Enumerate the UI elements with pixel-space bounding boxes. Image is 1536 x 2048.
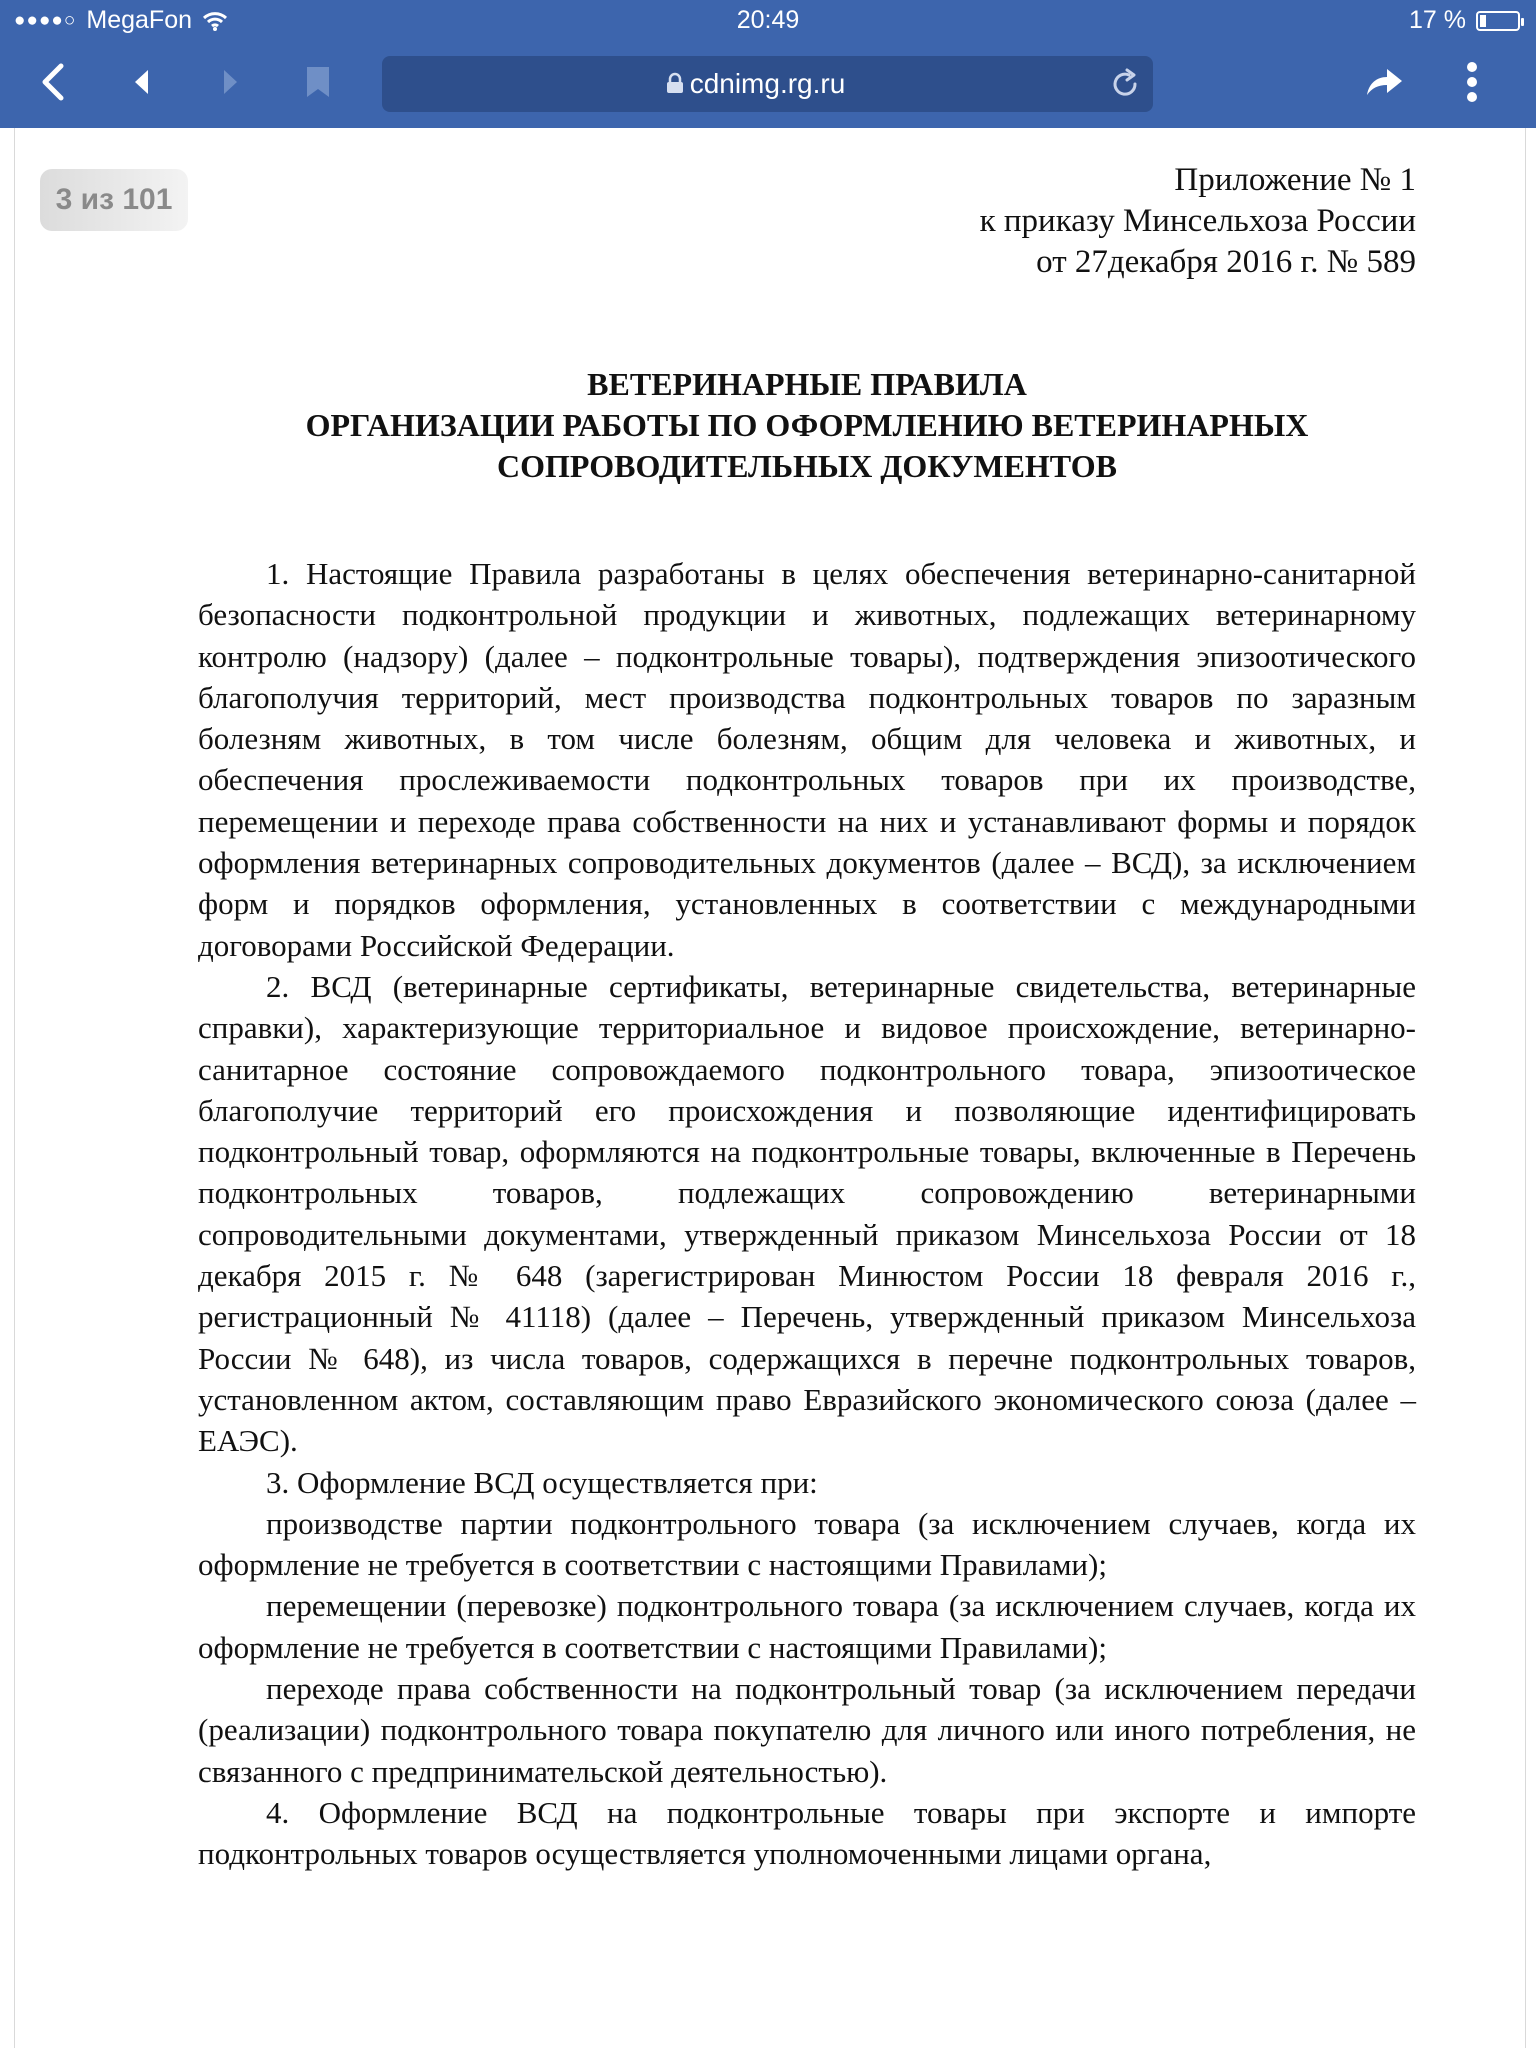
clock: 20:49: [736, 6, 800, 34]
carrier-name: MegaFon: [86, 6, 193, 34]
document-title: [198, 364, 1416, 487]
status-bar: [0, 0, 1536, 40]
paragraph: переходе права собственности на подконтрольный товар (за исключением передачи (реализации) подконтрольного товара покупателю для личного или иного потребления, не связанного с предпринимательской деятельностью).: [198, 1671, 1416, 1789]
paragraph: перемещении (перевозке) подконтрольного товара (за исключением случаев, когда их оформление не требуется в соответствии с настоящими Правилами);: [198, 1588, 1416, 1665]
next-page-button[interactable]: [200, 52, 260, 112]
title-line: СОПРОВОДИТЕЛЬНЫХ ДОКУМЕНТОВ: [497, 448, 1117, 484]
battery-icon: [1476, 11, 1520, 31]
battery-fill: [1480, 15, 1486, 27]
url-text: cdnimg.rg.ru: [689, 68, 846, 99]
paragraph: 2. ВСД (ветеринарные сертификаты, ветеринарные свидетельства, ветеринарные справки), характеризующие территориальное и видовое происхождение, ветеринарно-санитарное состояние сопровождаемого подконтрольного товара, эпизоотическое благополучие территорий его происхождения и позволяющие идентифицировать подконтрольный товар, оформляются на подконтрольные товары, включенные в Перечень подконтрольных товаров, подлежащих сопровождению ветеринарными сопроводительными документами, утвержденный приказом Минсельхоза России от 18 декабря 2015 г. № 648 (зарегистрирован Минюстом России 18 февраля 2016 г., регистрационный № 41118) (далее – Перечень, утвержденный приказом Минсельхоза России № 648), из числа товаров, содержащихся в перечне подконтрольных товаров, установленном актом, составляющим право Евразийского экономического союза (далее – ЕАЭС).: [198, 968, 1416, 1459]
bookmark-button[interactable]: [288, 52, 348, 112]
back-arrow-icon: [35, 62, 69, 102]
more-menu-button[interactable]: [1442, 52, 1502, 112]
paragraph: производстве партии подконтрольного товара (за исключением случаев, когда их оформление не требуется в соответствии с настоящими Правилами);: [198, 1505, 1416, 1583]
page-indicator: 3 из 101: [40, 169, 188, 231]
title-line: ОРГАНИЗАЦИИ РАБОТЫ ПО ОФОРМЛЕНИЮ ВЕТЕРИНАРНЫХ: [305, 407, 1309, 443]
title-line: ВЕТЕРИНАРНЫЕ ПРАВИЛА: [587, 366, 1027, 402]
paragraph: 3. Оформление ВСД осуществляется при:: [266, 1464, 818, 1500]
annex-line: Приложение № 1: [1174, 162, 1416, 198]
annex-block: [198, 160, 1416, 283]
back-button[interactable]: [22, 52, 82, 112]
paragraph: 4. Оформление ВСД на подконтрольные товары при экспорте и импорте подконтрольных товаров осуществляется уполномоченными лицами органа,: [198, 1794, 1416, 1872]
prev-page-button[interactable]: [112, 52, 172, 112]
share-button[interactable]: [1354, 52, 1414, 112]
status-right: [1409, 6, 1520, 35]
document-content: [198, 160, 1416, 1875]
paragraph: 1. Настоящие Правила разработаны в целях обеспечения ветеринарно-санитарной безопасности подконтрольной продукции и животных, подлежащих ветеринарному контролю (надзору) (далее – подконтрольные товары), подтверждения эпизоотического благополучия территорий, мест производства подконтрольных товаров по заразным болезням животных, в том числе болезням, общим для человека и животных, и обеспечения прослеживаемости подконтрольных товаров при их производстве, перемещении и переходе права собственности на них и устанавливают формы и порядок оформления ветеринарных сопроводительных документов (далее – ВСД), за исключением форм и порядков оформления, установленных в соответствии с международными договорами Российской Федерации.: [198, 556, 1416, 963]
document-body: [198, 553, 1416, 1875]
browser-chrome: [0, 0, 1536, 128]
battery-percent: 17 %: [1409, 6, 1466, 34]
bookmark-icon: [305, 65, 331, 99]
address-bar[interactable]: [382, 56, 1153, 112]
annex-line: к приказу Минсельхоза России: [979, 203, 1416, 239]
next-page-icon: [218, 67, 242, 97]
reload-icon[interactable]: [1107, 66, 1143, 102]
prev-page-icon: [130, 67, 154, 97]
more-vertical-icon: [1466, 61, 1478, 103]
signal-strength-icon: ●●●●○: [14, 9, 77, 31]
annex-line: от 27декабря 2016 г. № 589: [1036, 244, 1416, 280]
browser-toolbar: [0, 40, 1536, 128]
share-icon: [1363, 65, 1405, 99]
